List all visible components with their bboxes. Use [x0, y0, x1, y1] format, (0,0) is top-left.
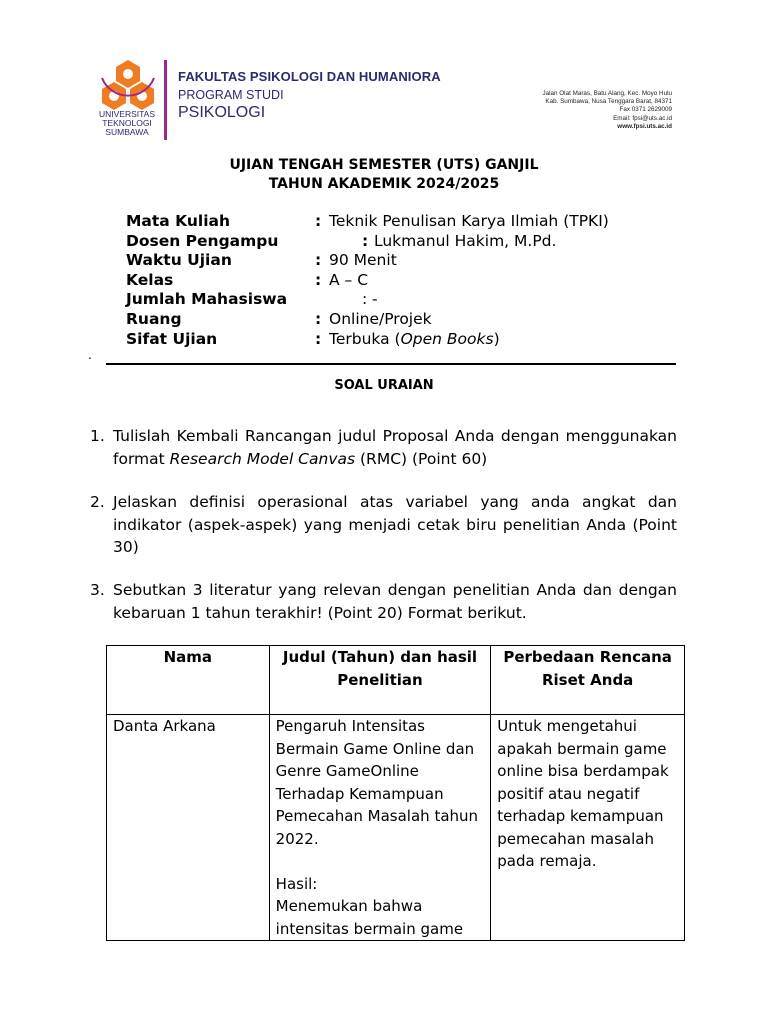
program-name: PSIKOLOGI [178, 104, 266, 121]
question-text [113, 425, 677, 470]
university-logo-icon [96, 58, 160, 114]
horizontal-rule [106, 363, 676, 365]
judul-text: Pengaruh Intensitas Bermain Game Online dan Genre GameOnline Terhadap Kemampuan Pemecahan Masalah tahun 2022. [275, 717, 479, 848]
info-label: Jumlah Mahasiswa [126, 290, 288, 309]
info-value: Online/Projek [329, 309, 432, 328]
info-value: Teknik Penulisan Karya Ilmiah (TPKI) [329, 212, 609, 230]
question-item [90, 425, 677, 470]
info-colon: : [362, 231, 369, 250]
info-colon: : [315, 270, 322, 289]
header-divider [164, 60, 167, 140]
question-item [90, 579, 677, 624]
info-value-text: ) [493, 329, 500, 348]
academic-year: TAHUN AKADEMIK 2024/2025 [268, 176, 500, 192]
table-cell-perbedaan: Untuk mengetahui apakah bermain game online bisa berdampak positif atau negatif terhadap kemampuan pemecahan masalah pada remaja. [491, 715, 685, 941]
table-row [107, 715, 685, 941]
question-text-italic: Research Model Canvas [169, 449, 356, 468]
info-value-text: Terbuka ( [329, 329, 401, 348]
info-colon: : [315, 309, 322, 328]
info-value: Lukmanul Hakim, M.Pd. [374, 231, 557, 250]
hasil-text: Menemukan bahwa intensitas bermain game [275, 897, 464, 938]
info-colon: : [315, 212, 322, 230]
question-number: 2. [90, 493, 105, 511]
info-value: 90 Menit [329, 251, 397, 270]
question-item [90, 491, 677, 559]
question-text-part: (RMC) (Point 60) [355, 449, 488, 468]
address-line: Jalan Olat Maras, Batu Alang, Kec. Moyo Hulu [542, 90, 672, 97]
hasil-label: Hasil: [275, 874, 318, 893]
section-title: SOAL URAIAN [334, 378, 434, 393]
faculty-name: FAKULTAS PSIKOLOGI DAN HUMANIORA [178, 69, 441, 84]
info-label: Dosen Pengampu [126, 231, 279, 250]
info-colon: : [315, 251, 322, 270]
table-header: Judul (Tahun) dan hasil Penelitian [269, 646, 491, 715]
literature-table [106, 645, 685, 941]
table-cell-judul [269, 715, 491, 941]
website-line: www.fpsi.uts.ac.id [617, 122, 672, 130]
info-colon: : [362, 290, 368, 309]
program-label: PROGRAM STUDI [178, 88, 284, 102]
email-line: Email: fpsi@uts.ac.id [613, 114, 672, 122]
letterhead [0, 0, 768, 150]
info-label: Sifat Ujian [126, 329, 218, 348]
address-line: Kab. Sumbawa, Nusa Tenggara Barat, 84371 [545, 98, 672, 106]
university-line: UNIVERSITAS [98, 109, 156, 119]
table-header: Perbedaan Rencana Riset Anda [491, 646, 685, 715]
info-label: Kelas [126, 270, 174, 289]
table-cell-nama: Danta Arkana [107, 715, 270, 941]
question-number: 3. [90, 581, 105, 599]
university-line: SUMBAWA [105, 127, 149, 137]
fax-line: Fax 0371 2629009 [619, 106, 672, 114]
exam-title: UJIAN TENGAH SEMESTER (UTS) GANJIL [229, 157, 539, 173]
university-name [92, 110, 162, 137]
question-text: Jelaskan definisi operasional atas variabel yang anda angkat dan indikator (aspek-aspek) yang menjadi cetak biru penelitian Anda (Point 30) [113, 493, 677, 556]
university-line: TEKNOLOGI [102, 118, 152, 128]
question-number: 1. [90, 427, 105, 445]
info-label: Mata Kuliah [126, 212, 231, 230]
info-value-italic: Open Books [400, 329, 494, 348]
address-block [542, 90, 672, 131]
question-text-part: Tulislah Kembali Rancangan judul Proposal Anda dengan menggunakan format [113, 427, 677, 468]
info-value: - [372, 290, 378, 309]
table-header: Nama [107, 646, 270, 715]
question-text: Sebutkan 3 literatur yang relevan dengan penelitian Anda dan dengan kebaruan 1 tahun terakhir! (Point 20) Format berikut. [113, 581, 677, 622]
info-value: A – C [329, 270, 369, 289]
info-label: Ruang [126, 309, 182, 328]
stray-dot: . [88, 348, 92, 362]
table-header-row [107, 646, 685, 715]
info-colon: : [315, 329, 322, 348]
info-value [329, 330, 500, 350]
info-label: Waktu Ujian [126, 251, 232, 270]
